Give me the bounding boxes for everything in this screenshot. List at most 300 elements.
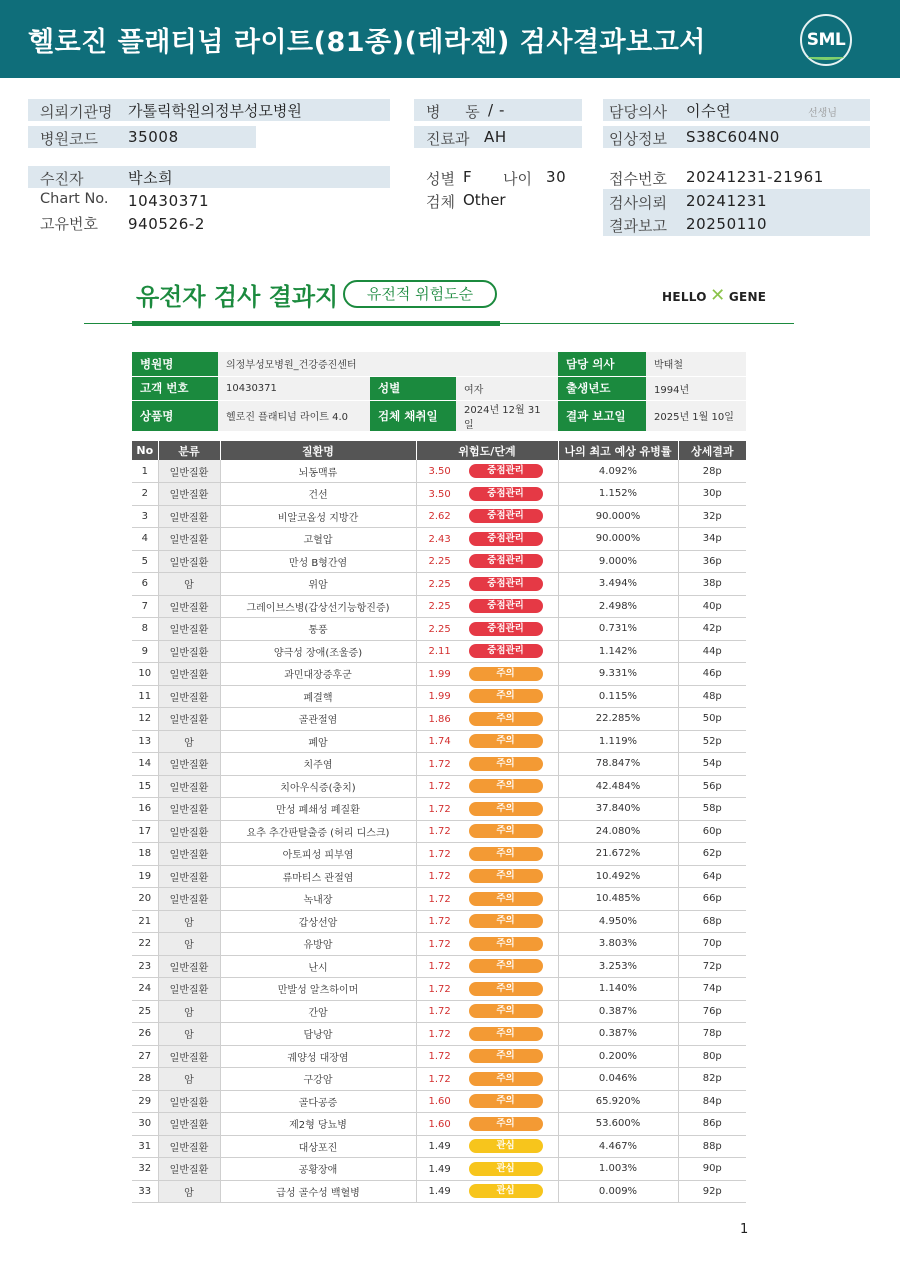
hospital-code-label: 병원코드 xyxy=(40,130,98,148)
row-risk xyxy=(416,685,558,708)
department: AH xyxy=(484,128,507,146)
row-prevalence: 42.484% xyxy=(558,775,678,798)
row-score: 2.62 xyxy=(428,511,451,523)
row-category: 일반질환 xyxy=(158,753,220,776)
row-disease: 위암 xyxy=(220,573,416,596)
meta-row xyxy=(132,400,746,431)
row-detail-page: 30p xyxy=(678,483,746,506)
row-risk xyxy=(416,775,558,798)
row-risk xyxy=(416,618,558,641)
row-category: 일반질환 xyxy=(158,663,220,686)
row-category: 암 xyxy=(158,1180,220,1203)
table-row xyxy=(132,505,746,528)
row-category: 암 xyxy=(158,1000,220,1023)
report-title: 헬로진 플래티넘 라이트(81종)(테라젠) 검사결과보고서 xyxy=(28,27,706,58)
row-stage-badge: 주의 xyxy=(469,734,543,748)
meta-hospital-label: 병원명 xyxy=(132,352,218,376)
row-risk xyxy=(416,505,558,528)
row-detail-page: 48p xyxy=(678,685,746,708)
row-stage-badge: 주의 xyxy=(469,802,543,816)
row-stage-badge: 중점관리 xyxy=(469,532,543,546)
row-category: 일반질환 xyxy=(158,1090,220,1113)
unique-id: 940526-2 xyxy=(128,215,206,233)
row-detail-page: 36p xyxy=(678,550,746,573)
row-no: 7 xyxy=(132,595,158,618)
row-disease: 치아우식증(충치) xyxy=(220,775,416,798)
row-no: 16 xyxy=(132,798,158,821)
row-disease: 폐결핵 xyxy=(220,685,416,708)
chart-label: Chart No. xyxy=(40,191,109,207)
row-prevalence: 9.000% xyxy=(558,550,678,573)
row-prevalence: 2.498% xyxy=(558,595,678,618)
patient: 박소희 xyxy=(128,169,174,187)
row-risk xyxy=(416,1135,558,1158)
meta-doctor-label: 담당 의사 xyxy=(558,352,646,376)
row-disease: 통풍 xyxy=(220,618,416,641)
row-category: 암 xyxy=(158,933,220,956)
row-disease: 공황장애 xyxy=(220,1158,416,1181)
row-disease: 유방암 xyxy=(220,933,416,956)
row-no: 17 xyxy=(132,820,158,843)
row-risk xyxy=(416,663,558,686)
row-no: 31 xyxy=(132,1135,158,1158)
row-prevalence: 78.847% xyxy=(558,753,678,776)
row-no: 33 xyxy=(132,1180,158,1203)
row-category: 일반질환 xyxy=(158,843,220,866)
row-detail-page: 62p xyxy=(678,843,746,866)
row-category: 일반질환 xyxy=(158,640,220,663)
table-row xyxy=(132,843,746,866)
doctor: 이수연 xyxy=(686,102,732,120)
table-row xyxy=(132,573,746,596)
row-category: 일반질환 xyxy=(158,595,220,618)
age-label: 나이 xyxy=(503,170,532,188)
row-no: 28 xyxy=(132,1068,158,1091)
ward-label: 병 동 xyxy=(426,103,490,121)
row-disease: 난시 xyxy=(220,955,416,978)
row-risk xyxy=(416,640,558,663)
hellogene-logo-right: GENE xyxy=(728,290,767,304)
col-header-prevalence: 나의 최고 예상 유병률 xyxy=(558,441,678,460)
sml-logo-text: SML xyxy=(806,30,846,50)
row-no: 26 xyxy=(132,1023,158,1046)
row-risk xyxy=(416,753,558,776)
row-no: 8 xyxy=(132,618,158,641)
hellogene-logo xyxy=(662,285,766,306)
row-detail-page: 78p xyxy=(678,1023,746,1046)
row-disease: 만발성 알츠하이머 xyxy=(220,978,416,1001)
requesting-org: 가톨릭학원의정부성모병원 xyxy=(128,102,302,120)
row-disease: 양극성 장애(조울증) xyxy=(220,640,416,663)
row-risk xyxy=(416,888,558,911)
row-risk xyxy=(416,528,558,551)
meta-sex-label: 성별 xyxy=(370,376,456,400)
row-score: 1.49 xyxy=(428,1186,451,1198)
row-disease: 과민대장증후군 xyxy=(220,663,416,686)
table-row xyxy=(132,708,746,731)
table-row xyxy=(132,1090,746,1113)
row-stage-badge: 주의 xyxy=(469,1004,543,1018)
row-disease: 간암 xyxy=(220,1000,416,1023)
row-stage-badge: 주의 xyxy=(469,1117,543,1131)
row-score: 1.72 xyxy=(428,826,451,838)
table-row xyxy=(132,1000,746,1023)
age: 30 xyxy=(546,168,567,186)
row-stage-badge: 주의 xyxy=(469,959,543,973)
row-detail-page: 74p xyxy=(678,978,746,1001)
meta-sex: 여자 xyxy=(456,376,558,400)
row-score: 3.50 xyxy=(428,466,451,477)
row-category: 일반질환 xyxy=(158,820,220,843)
row-disease: 류마티스 관절염 xyxy=(220,865,416,888)
row-prevalence: 65.920% xyxy=(558,1090,678,1113)
row-category: 일반질환 xyxy=(158,685,220,708)
row-stage-badge: 중점관리 xyxy=(469,509,543,523)
row-category: 일반질환 xyxy=(158,978,220,1001)
row-prevalence: 3.803% xyxy=(558,933,678,956)
table-row xyxy=(132,978,746,1001)
meta-hospital: 의정부성모병원_건강증진센터 xyxy=(218,352,558,376)
meta-sample-date: 2024년 12월 31일 xyxy=(456,400,558,431)
row-risk xyxy=(416,460,558,483)
row-detail-page: 72p xyxy=(678,955,746,978)
row-no: 20 xyxy=(132,888,158,911)
row-score: 1.60 xyxy=(428,1096,451,1108)
table-row xyxy=(132,955,746,978)
row-no: 6 xyxy=(132,573,158,596)
row-disease: 갑상선암 xyxy=(220,910,416,933)
row-disease: 제2형 당뇨병 xyxy=(220,1113,416,1136)
chart: 10430371 xyxy=(128,192,210,210)
row-stage-badge: 주의 xyxy=(469,757,543,771)
row-category: 일반질환 xyxy=(158,1135,220,1158)
patient-label: 수진자 xyxy=(40,170,84,188)
row-no: 18 xyxy=(132,843,158,866)
table-row xyxy=(132,820,746,843)
row-no: 13 xyxy=(132,730,158,753)
table-row xyxy=(132,910,746,933)
meta-customer-no: 10430371 xyxy=(218,376,370,400)
row-detail-page: 44p xyxy=(678,640,746,663)
row-no: 29 xyxy=(132,1090,158,1113)
row-category: 암 xyxy=(158,1068,220,1091)
col-header-category: 분류 xyxy=(158,441,220,460)
row-score: 1.99 xyxy=(428,668,451,680)
row-risk xyxy=(416,1090,558,1113)
row-detail-page: 90p xyxy=(678,1158,746,1181)
row-no: 32 xyxy=(132,1158,158,1181)
row-prevalence: 9.331% xyxy=(558,663,678,686)
meta-birth-year-label: 출생년도 xyxy=(558,376,646,400)
row-category: 일반질환 xyxy=(158,505,220,528)
row-risk xyxy=(416,933,558,956)
row-detail-page: 84p xyxy=(678,1090,746,1113)
row-disease: 녹내장 xyxy=(220,888,416,911)
row-prevalence: 4.950% xyxy=(558,910,678,933)
row-risk xyxy=(416,573,558,596)
sex: F xyxy=(463,168,473,186)
row-category: 일반질환 xyxy=(158,955,220,978)
row-stage-badge: 관심 xyxy=(469,1139,543,1153)
row-category: 일반질환 xyxy=(158,775,220,798)
row-score: 1.60 xyxy=(428,1118,451,1130)
table-row xyxy=(132,888,746,911)
row-stage-badge: 중점관리 xyxy=(469,622,543,636)
row-category: 일반질환 xyxy=(158,528,220,551)
table-row xyxy=(132,865,746,888)
row-stage-badge: 주의 xyxy=(469,847,543,861)
row-prevalence: 1.142% xyxy=(558,640,678,663)
row-prevalence: 0.387% xyxy=(558,1000,678,1023)
row-disease: 대상포진 xyxy=(220,1135,416,1158)
row-prevalence: 10.492% xyxy=(558,865,678,888)
specimen: Other xyxy=(463,191,506,209)
row-stage-badge: 주의 xyxy=(469,1072,543,1086)
meta-product: 헬로진 플래티넘 라이트 4.0 xyxy=(218,400,370,431)
table-row xyxy=(132,595,746,618)
row-risk xyxy=(416,1158,558,1181)
results-body xyxy=(132,460,746,1203)
row-detail-page: 50p xyxy=(678,708,746,731)
row-risk xyxy=(416,1068,558,1091)
row-no: 11 xyxy=(132,685,158,708)
row-disease: 비알코올성 지방간 xyxy=(220,505,416,528)
row-disease: 폐암 xyxy=(220,730,416,753)
row-score: 2.25 xyxy=(428,556,451,568)
specimen-label: 검체 xyxy=(426,193,455,211)
row-disease: 고혈압 xyxy=(220,528,416,551)
row-no: 9 xyxy=(132,640,158,663)
row-prevalence: 90.000% xyxy=(558,528,678,551)
table-row xyxy=(132,1180,746,1203)
result-report-label: 결과보고 xyxy=(609,217,667,235)
row-stage-badge: 주의 xyxy=(469,689,543,703)
row-score: 1.72 xyxy=(428,916,451,928)
row-no: 24 xyxy=(132,978,158,1001)
row-score: 1.72 xyxy=(428,871,451,883)
row-no: 21 xyxy=(132,910,158,933)
row-stage-badge: 중점관리 xyxy=(469,464,543,478)
row-no: 5 xyxy=(132,550,158,573)
row-category: 암 xyxy=(158,573,220,596)
row-risk xyxy=(416,865,558,888)
row-no: 2 xyxy=(132,483,158,506)
meta-report-date-label: 결과 보고일 xyxy=(558,400,646,431)
divider-accent xyxy=(132,321,500,326)
row-prevalence: 1.119% xyxy=(558,730,678,753)
table-row xyxy=(132,1068,746,1091)
row-score: 1.72 xyxy=(428,781,451,793)
card-title: 유전자 검사 결과지 xyxy=(136,283,339,311)
row-category: 일반질환 xyxy=(158,1158,220,1181)
row-disease: 만성 B형간염 xyxy=(220,550,416,573)
table-row xyxy=(132,483,746,506)
row-prevalence: 3.494% xyxy=(558,573,678,596)
row-detail-page: 54p xyxy=(678,753,746,776)
table-row xyxy=(132,775,746,798)
row-prevalence: 0.200% xyxy=(558,1045,678,1068)
test-request-label: 검사의뢰 xyxy=(609,194,667,212)
row-score: 1.72 xyxy=(428,803,451,815)
row-detail-page: 76p xyxy=(678,1000,746,1023)
row-detail-page: 82p xyxy=(678,1068,746,1091)
row-stage-badge: 중점관리 xyxy=(469,487,543,501)
row-detail-page: 80p xyxy=(678,1045,746,1068)
row-prevalence: 21.672% xyxy=(558,843,678,866)
doctor-label: 담당의사 xyxy=(609,103,667,121)
row-score: 3.50 xyxy=(428,488,451,500)
row-risk xyxy=(416,708,558,731)
row-detail-page: 56p xyxy=(678,775,746,798)
row-score: 1.72 xyxy=(428,938,451,950)
row-category: 일반질환 xyxy=(158,1113,220,1136)
row-detail-page: 46p xyxy=(678,663,746,686)
row-risk xyxy=(416,1000,558,1023)
row-category: 일반질환 xyxy=(158,550,220,573)
row-risk xyxy=(416,843,558,866)
table-row xyxy=(132,798,746,821)
row-category: 일반질환 xyxy=(158,618,220,641)
row-prevalence: 1.140% xyxy=(558,978,678,1001)
dna-x-icon: ✕ xyxy=(710,285,726,306)
row-prevalence: 1.152% xyxy=(558,483,678,506)
row-prevalence: 0.731% xyxy=(558,618,678,641)
meta-birth-year: 1994년 xyxy=(646,376,746,400)
row-prevalence: 24.080% xyxy=(558,820,678,843)
row-detail-page: 86p xyxy=(678,1113,746,1136)
table-row xyxy=(132,730,746,753)
row-stage-badge: 주의 xyxy=(469,892,543,906)
row-detail-page: 34p xyxy=(678,528,746,551)
clinical-info: S38C604N0 xyxy=(686,128,780,146)
row-score: 1.72 xyxy=(428,1073,451,1085)
row-disease: 급성 골수성 백혈병 xyxy=(220,1180,416,1203)
col-header-risk: 위험도/단계 xyxy=(416,441,558,460)
row-detail-page: 92p xyxy=(678,1180,746,1203)
row-risk xyxy=(416,1113,558,1136)
table-row xyxy=(132,1158,746,1181)
row-prevalence: 3.253% xyxy=(558,955,678,978)
row-no: 23 xyxy=(132,955,158,978)
row-stage-badge: 중점관리 xyxy=(469,644,543,658)
row-score: 1.72 xyxy=(428,961,451,973)
table-row xyxy=(132,753,746,776)
patient-info xyxy=(0,0,900,240)
row-stage-badge: 주의 xyxy=(469,982,543,996)
row-stage-badge: 주의 xyxy=(469,712,543,726)
row-disease: 치주염 xyxy=(220,753,416,776)
row-score: 1.72 xyxy=(428,758,451,770)
row-no: 4 xyxy=(132,528,158,551)
row-no: 19 xyxy=(132,865,158,888)
page-number: 1 xyxy=(740,1222,749,1237)
meta-report-date: 2025년 1월 10일 xyxy=(646,400,746,431)
row-no: 25 xyxy=(132,1000,158,1023)
row-no: 14 xyxy=(132,753,158,776)
row-no: 1 xyxy=(132,460,158,483)
table-row xyxy=(132,460,746,483)
row-stage-badge: 주의 xyxy=(469,914,543,928)
row-detail-page: 42p xyxy=(678,618,746,641)
row-disease: 만성 폐쇄성 폐질환 xyxy=(220,798,416,821)
table-row xyxy=(132,528,746,551)
row-detail-page: 32p xyxy=(678,505,746,528)
row-score: 1.72 xyxy=(428,893,451,905)
row-category: 일반질환 xyxy=(158,708,220,731)
customer-meta-table xyxy=(132,352,746,432)
row-no: 3 xyxy=(132,505,158,528)
row-prevalence: 90.000% xyxy=(558,505,678,528)
col-header-detail: 상세결과 xyxy=(678,441,746,460)
row-no: 12 xyxy=(132,708,158,731)
risk-order-pill: 유전적 위험도순 xyxy=(343,280,497,308)
row-category: 암 xyxy=(158,910,220,933)
meta-row xyxy=(132,376,746,400)
row-stage-badge: 관심 xyxy=(469,1162,543,1176)
row-risk xyxy=(416,1023,558,1046)
row-prevalence: 0.046% xyxy=(558,1068,678,1091)
row-score: 2.25 xyxy=(428,578,451,590)
table-row xyxy=(132,1135,746,1158)
department-label: 진료과 xyxy=(426,130,470,148)
row-score: 1.74 xyxy=(428,736,451,748)
row-risk xyxy=(416,798,558,821)
row-score: 1.86 xyxy=(428,713,451,725)
row-no: 27 xyxy=(132,1045,158,1068)
row-score: 2.25 xyxy=(428,601,451,613)
row-detail-page: 40p xyxy=(678,595,746,618)
row-prevalence: 4.467% xyxy=(558,1135,678,1158)
results-table xyxy=(132,441,746,1203)
meta-sample-date-label: 검체 채취일 xyxy=(370,400,456,431)
row-disease: 담낭암 xyxy=(220,1023,416,1046)
meta-product-label: 상품명 xyxy=(132,400,218,431)
hospital-code: 35008 xyxy=(128,128,179,146)
row-disease: 건선 xyxy=(220,483,416,506)
row-score: 1.99 xyxy=(428,691,451,703)
meta-customer-no-label: 고객 번호 xyxy=(132,376,218,400)
sex-label: 성별 xyxy=(426,170,455,188)
row-score: 2.43 xyxy=(428,533,451,545)
row-score: 1.72 xyxy=(428,1006,451,1018)
row-score: 1.72 xyxy=(428,1051,451,1063)
row-risk xyxy=(416,550,558,573)
row-category: 일반질환 xyxy=(158,483,220,506)
row-prevalence: 53.600% xyxy=(558,1113,678,1136)
row-category: 일반질환 xyxy=(158,798,220,821)
row-disease: 궤양성 대장염 xyxy=(220,1045,416,1068)
row-category: 일반질환 xyxy=(158,1045,220,1068)
table-row xyxy=(132,663,746,686)
doctor-suffix: 선생님 xyxy=(808,108,837,119)
receipt-no: 20241231-21961 xyxy=(686,168,824,186)
row-category: 일반질환 xyxy=(158,888,220,911)
row-detail-page: 38p xyxy=(678,573,746,596)
row-category: 일반질환 xyxy=(158,460,220,483)
meta-doctor: 박태철 xyxy=(646,352,746,376)
table-row xyxy=(132,550,746,573)
row-disease: 골관절염 xyxy=(220,708,416,731)
row-risk xyxy=(416,483,558,506)
row-score: 2.25 xyxy=(428,623,451,635)
table-row xyxy=(132,1023,746,1046)
row-disease: 요추 추간판탈출증 (허리 디스크) xyxy=(220,820,416,843)
row-detail-page: 28p xyxy=(678,460,746,483)
row-category: 일반질환 xyxy=(158,865,220,888)
row-detail-page: 88p xyxy=(678,1135,746,1158)
row-prevalence: 22.285% xyxy=(558,708,678,731)
meta-row xyxy=(132,352,746,376)
